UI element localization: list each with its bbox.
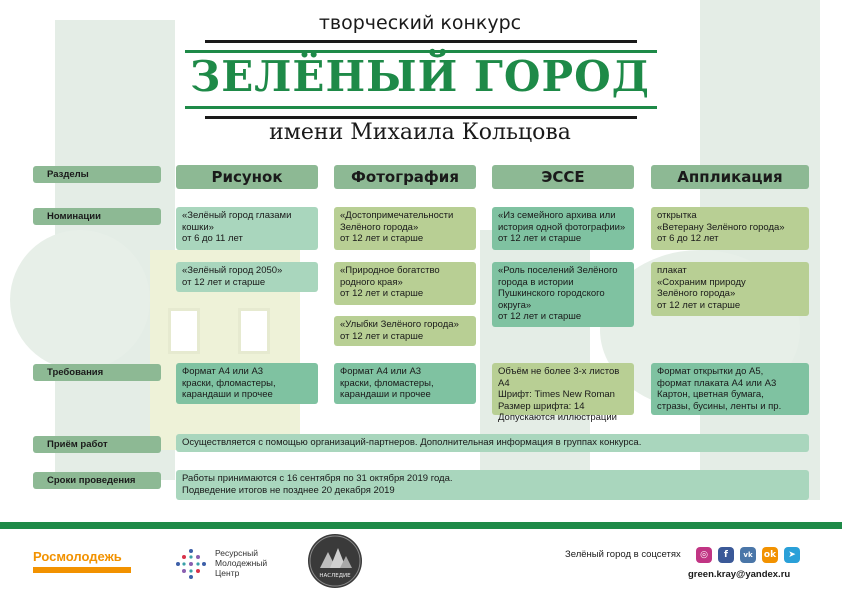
requirements-card-photo: Формат А4 или А3 краски, фломастеры, карандаши и прочее [334,363,476,404]
row-label-acceptance: Приём работ [33,436,161,453]
background-house-window [168,308,200,354]
resource-center-logo-text: Ресурсный Молодежный Центр [215,548,268,578]
odnoklassniki-icon[interactable]: ok [762,547,778,563]
nomination-card: «Природное богатство родного края» от 12 лет и старше [334,262,476,305]
row-label-nominations: Номинации [33,208,161,225]
row-label-deadlines: Сроки проведения [33,472,161,489]
row-label-requirements: Требования [33,364,161,381]
social-label: Зелёный город в соцсетях [565,549,681,560]
rosmolodezh-logo: Росмолодежь [33,549,122,564]
nomination-card: «Роль поселений Зелёного города в истории Пушкинского городского округа» от 12 лет и старше [492,262,634,327]
column-header-photo: Фотография [334,165,476,189]
rule-bottom [205,116,637,119]
vk-icon[interactable]: vk [740,547,756,563]
footer-divider [0,522,842,529]
rosmolodezh-logo-bar [33,567,131,573]
background-tree-left [10,230,150,370]
deadlines-info: Работы принимаются с 16 сентября по 31 октября 2019 года. Подведение итогов не позднее 20 декабря 2019 [176,470,809,500]
resource-center-logo-icon [175,548,207,580]
contest-type: творческий конкурс [318,12,522,34]
column-header-drawing: Рисунок [176,165,318,189]
nomination-card: «Зелёный город глазами кошки» от 6 до 11 лет [176,207,318,250]
nomination-card: «Зелёный город 2050» от 12 лет и старше [176,262,318,292]
header [0,0,842,160]
telegram-icon[interactable]: ➤ [784,547,800,563]
nomination-card: «Из семейного архива или история одной фотографии» от 12 лет и старше [492,207,634,250]
column-header-applique: Аппликация [651,165,809,189]
requirements-card-drawing: Формат А4 или А3 краски, фломастеры, карандаши и прочее [176,363,318,404]
nomination-card: «Достопримечательности Зелёного города» от 12 лет и старше [334,207,476,250]
heritage-emblem-icon [308,534,362,588]
page-title: ЗЕЛЁНЫЙ ГОРОД [189,52,650,101]
contact-email[interactable]: green.kray@yandex.ru [688,569,791,580]
rule-top [205,40,637,43]
nomination-card: плакат «Сохраним природу Зелёного города» от 12 лет и старше [651,262,809,316]
row-label-sections: Разделы [33,166,161,183]
nomination-card: «Улыбки Зелёного города» от 12 лет и старше [334,316,476,346]
heritage-emblem [308,534,362,588]
facebook-icon[interactable]: f [718,547,734,563]
instagram-icon[interactable]: ◎ [696,547,712,563]
contest-named-after: имени Михаила Кольцова [269,120,571,145]
nomination-card: открытка «Ветерану Зелёного города» от 6 до 12 лет [651,207,809,250]
background-house-window [238,308,270,354]
svg-text:НАСЛЕДИЕ: НАСЛЕДИЕ [319,573,351,579]
requirements-card-applique: Формат открытки до А5, формат плаката А4 или А3 Картон, цветная бумага, стразы, бусины, ленты и пр. [651,363,809,415]
column-header-essay: ЭССЕ [492,165,634,189]
rule-green-bottom [185,106,657,109]
acceptance-info: Осуществляется с помощью организаций-партнеров. Дополнительная информация в группах конкурса. [176,434,809,452]
requirements-card-essay: Объём не более 3-х листов А4 Шрифт: Times New Roman Размер шрифта: 14 Допускаются иллюстрации [492,363,634,415]
